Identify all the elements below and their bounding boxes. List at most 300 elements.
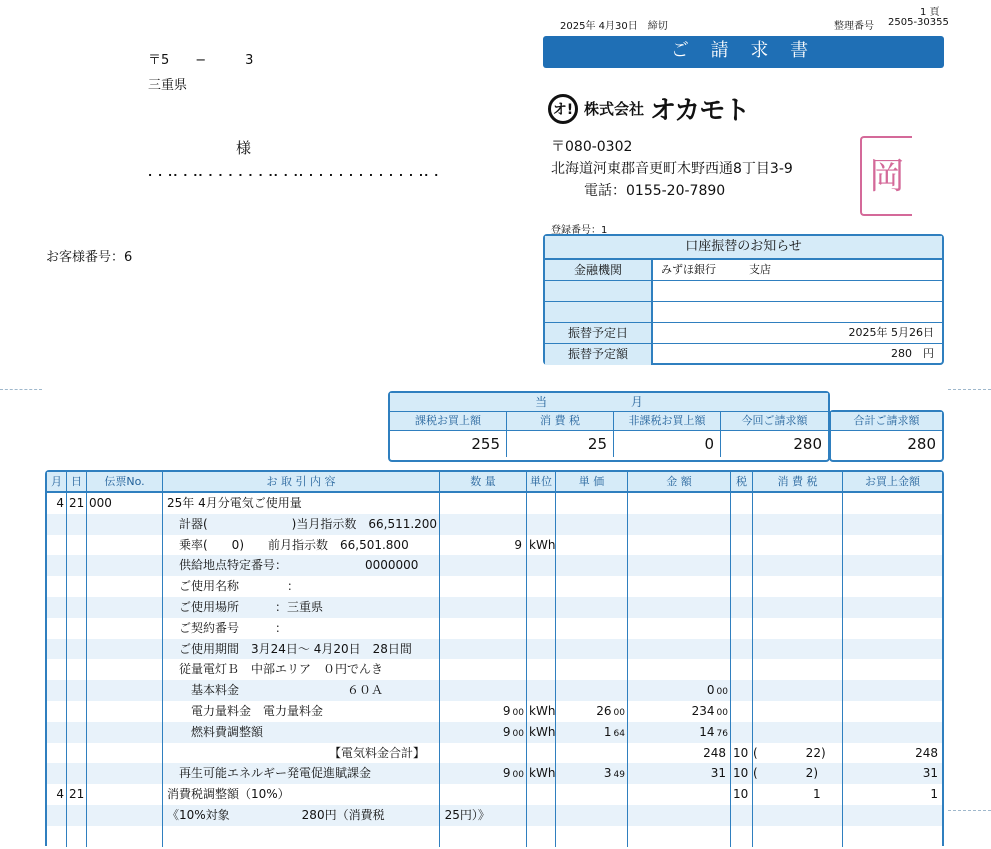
table-cell-qty: [440, 701, 527, 722]
table-row: [47, 701, 942, 722]
cell-value: 従量電灯Ｂ 中部エリア ０円でんき: [167, 662, 384, 677]
table-cell-total: [843, 743, 942, 764]
table-cell-qty: [440, 535, 527, 556]
table-cell-amt: [628, 535, 731, 556]
cut-line-right: [948, 389, 991, 390]
table-cell-desc: [163, 784, 440, 805]
table-cell-price: [556, 784, 628, 805]
table-cell-tax: [731, 514, 753, 535]
table-cell-unit: [527, 763, 556, 784]
table-cell-d: [67, 597, 87, 618]
notice-label: [545, 281, 653, 301]
table-cell-amt: [628, 805, 731, 826]
table-cell-price: [556, 597, 628, 618]
table-cell-price: [556, 763, 628, 784]
table-cell-price: [556, 743, 628, 764]
table-cell-total: [843, 722, 942, 743]
table-cell-unit: [527, 701, 556, 722]
table-cell-unit: [527, 826, 556, 847]
table-cell-price: [556, 576, 628, 597]
table-cell-no: [87, 826, 163, 847]
table-cell-no: [87, 701, 163, 722]
logo-mark: オ!: [548, 94, 578, 124]
table-cell-unit: [527, 514, 556, 535]
summary-value: 280: [793, 435, 822, 453]
cell-decimal: 00: [512, 707, 524, 718]
table-row: [47, 618, 942, 639]
table-cell-qty: [440, 680, 527, 701]
cell-value: 再生可能エネルギー発電促進賦課金: [167, 766, 372, 781]
cell-value: 9: [502, 724, 511, 739]
table-cell-total: [843, 639, 942, 660]
column-header: 月: [47, 472, 67, 491]
cell-value: 248: [703, 745, 726, 760]
table-cell-d: [67, 659, 87, 680]
table-body: [47, 493, 942, 847]
notice-row: [545, 260, 942, 281]
summary-title: 当 月: [390, 393, 828, 412]
table-header: [47, 472, 942, 493]
table-cell-no: [87, 722, 163, 743]
logo-prefix: 株式会社: [584, 100, 645, 118]
cell-value: ( 22): [753, 745, 826, 760]
transfer-notice: [543, 234, 944, 365]
table-cell-tax: [731, 576, 753, 597]
cell-value: kWh: [529, 537, 556, 552]
cell-value: 25年 4月分電気ご使用量: [167, 496, 302, 510]
company-address: 北海道河東郡音更町木野西通8丁目3-9: [551, 161, 793, 177]
notice-label: 金融機関: [545, 260, 653, 280]
cell-value: 基本料金 ６０Ａ: [167, 683, 384, 698]
cut-line-right-bottom: [948, 810, 991, 811]
table-cell-m: [47, 576, 67, 597]
table-cell-no: [87, 743, 163, 764]
table-cell-unit: [527, 659, 556, 680]
table-cell-no: [87, 535, 163, 556]
column-header: 税: [731, 472, 753, 491]
table-cell-price: [556, 639, 628, 660]
table-cell-total: [843, 784, 942, 805]
page-number: 1 頁: [920, 7, 940, 18]
cell-value: 4: [56, 496, 64, 510]
table-cell-d: [67, 555, 87, 576]
table-cell-m: [47, 493, 67, 514]
cell-decimal: 49: [613, 770, 625, 781]
cell-decimal: 00: [512, 728, 524, 739]
table-cell-desc: [163, 826, 440, 847]
table-cell-unit: [527, 639, 556, 660]
table-cell-amt: [628, 493, 731, 514]
notice-label: [545, 302, 653, 322]
closing-date: 2025年 4月30日 締切: [560, 21, 668, 32]
table-cell-desc: [163, 722, 440, 743]
table-cell-tax: [731, 722, 753, 743]
table-cell-d: [67, 743, 87, 764]
table-row: [47, 784, 942, 805]
table-cell-total: [843, 535, 942, 556]
cell-value: kWh: [529, 703, 556, 718]
cut-line-left: [0, 389, 42, 390]
table-cell-ctax: [753, 763, 843, 784]
table-cell-no: [87, 659, 163, 680]
table-cell-desc: [163, 639, 440, 660]
table-cell-amt: [628, 618, 731, 639]
table-cell-tax: [731, 680, 753, 701]
table-cell-unit: [527, 784, 556, 805]
table-cell-d: [67, 722, 87, 743]
recipient-postal: 〒5 − 3: [148, 53, 254, 68]
table-cell-m: [47, 805, 67, 826]
table-cell-no: [87, 784, 163, 805]
recipient-honorific: 様: [236, 139, 252, 157]
summary-header: 消 費 税: [507, 412, 613, 431]
table-cell-no: [87, 805, 163, 826]
table-cell-amt: [628, 763, 731, 784]
cell-value: 000: [89, 496, 112, 510]
table-cell-ctax: [753, 722, 843, 743]
cell-value: ご契約番号 ：: [167, 620, 288, 635]
cell-value: kWh: [529, 766, 556, 781]
cell-decimal: 64: [613, 728, 625, 739]
cell-value: 【電気料金合計】: [167, 745, 426, 760]
cell-value: 31: [710, 766, 726, 781]
table-cell-unit: [527, 722, 556, 743]
table-row: [47, 639, 942, 660]
recipient-name-dots: . . .. . .. . . . . . . .. . .. . . . . . . . . . . . .. .: [148, 166, 440, 179]
table-cell-total: [843, 618, 942, 639]
cell-value: 3: [603, 766, 612, 781]
notice-value: [653, 302, 942, 322]
table-cell-tax: [731, 805, 753, 826]
table-cell-price: [556, 493, 628, 514]
table-row: [47, 743, 942, 764]
reference-number: 2505-30355: [888, 17, 949, 28]
table-cell-tax: [731, 701, 753, 722]
summary-header: 今回ご請求額: [721, 412, 828, 431]
table-cell-m: [47, 784, 67, 805]
cell-value: ご使用場所 ：三重県: [167, 599, 324, 614]
table-cell-d: [67, 639, 87, 660]
customer-number: お客様番号：6: [46, 250, 133, 265]
table-cell-qty: [440, 514, 527, 535]
table-cell-desc: [163, 555, 440, 576]
table-cell-desc: [163, 493, 440, 514]
table-cell-no: [87, 680, 163, 701]
column-header: 単 価: [556, 472, 628, 491]
table-cell-total: [843, 514, 942, 535]
table-cell-qty: [440, 805, 527, 826]
table-cell-unit: [527, 555, 556, 576]
table-cell-qty: [440, 826, 527, 847]
total-summary: [829, 410, 944, 462]
table-cell-ctax: [753, 514, 843, 535]
summary-value: 280: [907, 435, 936, 453]
table-row: [47, 659, 942, 680]
table-cell-qty: [440, 659, 527, 680]
table-cell-ctax: [753, 680, 843, 701]
notice-row: [545, 344, 942, 365]
table-cell-no: [87, 639, 163, 660]
table-cell-ctax: [753, 597, 843, 618]
table-cell-qty: [440, 763, 527, 784]
table-row: [47, 535, 942, 556]
table-cell-desc: [163, 597, 440, 618]
notice-label: 振替予定額: [545, 344, 653, 365]
cell-decimal: 00: [512, 770, 524, 781]
company-postal: 〒080-0302: [551, 139, 633, 155]
column-header: 単位: [527, 472, 556, 491]
cell-value: 10: [733, 787, 749, 802]
table-cell-d: [67, 618, 87, 639]
cell-value: 21: [69, 496, 85, 510]
cell-value: ご使用名称 ：: [167, 579, 300, 594]
table-cell-ctax: [753, 618, 843, 639]
table-cell-ctax: [753, 535, 843, 556]
table-cell-desc: [163, 514, 440, 535]
table-cell-desc: [163, 618, 440, 639]
cell-value: kWh: [529, 724, 556, 739]
company-logo: [548, 90, 749, 127]
table-cell-amt: [628, 555, 731, 576]
summary-header: 非課税お買上額: [614, 412, 720, 431]
table-row: [47, 826, 942, 847]
table-cell-qty: [440, 639, 527, 660]
notice-row: [545, 281, 942, 302]
table-row: [47, 805, 942, 826]
table-cell-price: [556, 659, 628, 680]
table-cell-desc: [163, 701, 440, 722]
table-cell-m: [47, 555, 67, 576]
table-cell-price: [556, 555, 628, 576]
cell-value: 21: [69, 787, 85, 802]
table-cell-ctax: [753, 493, 843, 514]
table-cell-total: [843, 763, 942, 784]
cell-value: ご使用期間 3月24日〜 4月20日 28日間: [167, 641, 412, 656]
table-cell-price: [556, 701, 628, 722]
cell-value: 234: [691, 703, 715, 718]
table-cell-tax: [731, 826, 753, 847]
table-cell-ctax: [753, 555, 843, 576]
table-cell-price: [556, 805, 628, 826]
table-cell-m: [47, 514, 67, 535]
table-cell-qty: [440, 784, 527, 805]
table-cell-desc: [163, 535, 440, 556]
table-row: [47, 493, 942, 514]
table-cell-tax: [731, 639, 753, 660]
table-cell-amt: [628, 701, 731, 722]
cell-value: 供給地点特定番号： 0000000: [167, 558, 419, 573]
table-cell-amt: [628, 826, 731, 847]
table-cell-tax: [731, 784, 753, 805]
summary-value: 0: [704, 435, 714, 453]
table-cell-d: [67, 826, 87, 847]
cell-value: 4: [56, 787, 64, 802]
table-cell-m: [47, 722, 67, 743]
cell-value: 燃料費調整額: [167, 724, 264, 739]
table-cell-m: [47, 597, 67, 618]
table-cell-tax: [731, 493, 753, 514]
summary-header: 課税お買上額: [390, 412, 506, 431]
cell-value: 消費税調整額（10%）: [167, 787, 290, 802]
cell-value: 1: [930, 787, 938, 802]
summary-column: [507, 412, 614, 457]
table-cell-total: [843, 597, 942, 618]
logo-name: オカモト: [650, 96, 750, 126]
table-cell-unit: [527, 805, 556, 826]
table-cell-price: [556, 826, 628, 847]
table-cell-total: [843, 680, 942, 701]
seal-character: 岡: [868, 156, 905, 197]
table-cell-tax: [731, 597, 753, 618]
table-cell-m: [47, 535, 67, 556]
table-cell-no: [87, 763, 163, 784]
table-cell-tax: [731, 659, 753, 680]
cell-value: 9: [514, 537, 522, 552]
table-cell-price: [556, 680, 628, 701]
table-cell-desc: [163, 680, 440, 701]
table-cell-tax: [731, 763, 753, 784]
cell-value: 乗率( 0) 前月指示数 66,501.800: [167, 537, 409, 552]
table-cell-tax: [731, 743, 753, 764]
cell-value: 1: [603, 724, 612, 739]
table-cell-no: [87, 576, 163, 597]
cell-value: 1: [753, 787, 821, 802]
table-cell-ctax: [753, 743, 843, 764]
cell-value: 計器( )当月指示数 66,511.200: [167, 516, 438, 531]
cell-decimal: 00: [716, 687, 728, 698]
table-cell-no: [87, 618, 163, 639]
cell-value: 248: [915, 745, 938, 760]
table-cell-amt: [628, 743, 731, 764]
table-cell-price: [556, 618, 628, 639]
table-cell-amt: [628, 659, 731, 680]
table-cell-d: [67, 680, 87, 701]
cell-value: 31: [922, 766, 938, 781]
table-cell-total: [843, 555, 942, 576]
table-cell-d: [67, 576, 87, 597]
table-row: [47, 597, 942, 618]
cell-value: 10: [733, 745, 749, 760]
table-cell-unit: [527, 743, 556, 764]
column-header: 数 量: [440, 472, 527, 491]
column-header: お買上金額: [865, 475, 920, 488]
table-cell-qty: [440, 597, 527, 618]
table-cell-unit: [527, 597, 556, 618]
table-cell-m: [47, 618, 67, 639]
table-cell-desc: [163, 576, 440, 597]
table-cell-qty: [440, 618, 527, 639]
table-cell-m: [47, 701, 67, 722]
summary-value: 25: [587, 435, 607, 453]
table-cell-unit: [527, 576, 556, 597]
table-cell-tax: [731, 535, 753, 556]
table-cell-total: [843, 805, 942, 826]
table-cell-total: [843, 826, 942, 847]
transaction-table: [45, 470, 944, 846]
table-cell-amt: [628, 514, 731, 535]
table-cell-desc: [163, 659, 440, 680]
table-cell-total: [843, 659, 942, 680]
invoice-title: ご 請 求 書: [543, 36, 944, 68]
cell-decimal: 00: [613, 707, 625, 718]
column-header: 消 費 税: [753, 472, 843, 491]
table-cell-m: [47, 680, 67, 701]
table-cell-ctax: [753, 701, 843, 722]
summary-value: 255: [471, 435, 500, 453]
cell-decimal: 00: [716, 707, 728, 718]
table-cell-tax: [731, 618, 753, 639]
table-cell-unit: [527, 618, 556, 639]
table-cell-d: [67, 535, 87, 556]
table-cell-d: [67, 784, 87, 805]
table-cell-amt: [628, 639, 731, 660]
cell-value: ( 2): [753, 766, 818, 781]
table-cell-ctax: [753, 576, 843, 597]
table-cell-ctax: [753, 639, 843, 660]
table-cell-no: [87, 597, 163, 618]
table-cell-no: [87, 493, 163, 514]
table-cell-m: [47, 659, 67, 680]
table-cell-price: [556, 535, 628, 556]
cell-decimal: 76: [716, 728, 728, 739]
table-cell-unit: [527, 680, 556, 701]
table-cell-amt: [628, 722, 731, 743]
recipient-prefecture: 三重県: [148, 78, 188, 93]
cell-value: 9: [502, 703, 511, 718]
table-cell-price: [556, 722, 628, 743]
table-cell-no: [87, 555, 163, 576]
table-cell-total: [843, 701, 942, 722]
table-cell-m: [47, 743, 67, 764]
company-seal-stamp: [860, 136, 912, 216]
cell-value: 26: [596, 703, 612, 718]
table-cell-d: [67, 701, 87, 722]
column-header: 日: [67, 472, 87, 491]
summary-column: [831, 412, 942, 457]
table-cell-desc: [163, 805, 490, 826]
table-cell-m: [47, 826, 67, 847]
table-cell-ctax: [753, 784, 843, 805]
table-cell-d: [67, 763, 87, 784]
cell-value: 電力量料金 電力量料金: [167, 703, 324, 718]
cell-value: 14: [699, 724, 715, 739]
table-cell-amt: [628, 597, 731, 618]
table-cell-no: [87, 514, 163, 535]
table-cell-amt: [628, 680, 731, 701]
column-header: 伝票No.: [87, 472, 163, 491]
table-cell-unit: [527, 535, 556, 556]
table-cell-price: [556, 514, 628, 535]
table-row: [47, 576, 942, 597]
notice-row: [545, 302, 942, 323]
table-cell-d: [67, 805, 87, 826]
notice-row: [545, 323, 942, 344]
summary-header: 合計ご請求額: [831, 412, 942, 431]
cell-value: 《10%対象 280円（消費税 25円）》: [167, 807, 490, 822]
summary-column: [390, 412, 507, 457]
table-row: [47, 763, 942, 784]
cell-value: 10: [733, 766, 749, 781]
notice-value: 280 円: [891, 347, 934, 360]
table-cell-m: [47, 763, 67, 784]
table-cell-desc: [163, 743, 440, 764]
column-header: お 取 引 内 容: [163, 472, 440, 491]
table-cell-d: [67, 514, 87, 535]
table-cell-ctax: [753, 826, 843, 847]
table-cell-tax: [731, 555, 753, 576]
table-cell-ctax: [753, 659, 843, 680]
registration-number: 登録番号：1: [551, 225, 608, 236]
